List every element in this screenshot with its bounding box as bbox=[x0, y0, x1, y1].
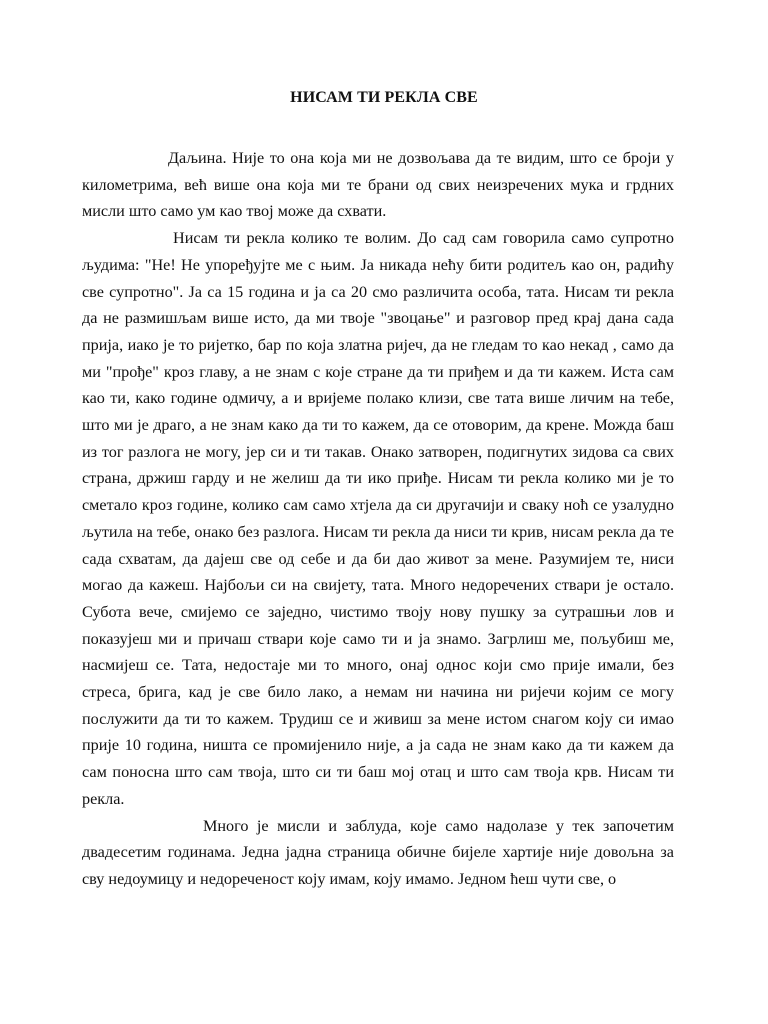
document-body bbox=[82, 145, 674, 893]
paragraph-1: Даљина. Није то она која ми не дозвољава да те видим, што се броји у километрима, већ више она која ми те брани од свих неизречених мука и грдних мисли што само ум као твој може да схвати. bbox=[82, 149, 674, 221]
document-title: НИСАМ ТИ РЕКЛА СВЕ bbox=[290, 89, 478, 106]
paragraph-2: Нисам ти рекла колико те волим. До сад сам говорила само супротно људима: "Не! Не упоређујте ме с њим. Ја никада нећу бити родитељ као он, радићу све супротно". Ја са 15 година и ја са 20 смо различита особа, тата. Нисам ти рекла да не размишљам више исто, да ми твоје "звоцање" и разговор пред крај дана сада прија, иако је то ријетко, бар по која златна ријеч, да не гледам то као некад , само да ми "прође" кроз главу, а не знам с које стране да ти приђем и да ти кажем. Иста сам као ти, како године одмичу, а и вријеме полако клизи, све тата више личим на тебе, што ми је драго, а не знам како да ти то кажем, да се отоворим, да крене. Можда баш из тог разлога не могу, јер си и ти такав. Онако затворен, подигнутих зидова са свих страна, држиш гарду и не желиш да ти ико приђе. Нисам ти рекла колико ми је то сметало кроз године, колико сам само хтјела да си другачији и сваку ноћ се узалудно љутила на тебе, онако без разлога. Нисам ти рекла да ниси ти крив, нисам рекла да те сада схватам, да дајеш све од себе и да би дао живот за мене. Разумијем те, ниси могао да кажеш. Најбољи си на свијету, тата. Много недоречених ствари је остало. Субота вече, смијемо се заједно, чистимо твоју нову пушку за сутрашњи лов и показујеш ми и причаш ствари које само ти и ја знамо. Загрлиш ме, пољубиш ме, насмијеш се. Тата, недостаје ми то много, онај однос који смо прије имали, без стреса, брига, кад је све било лако, а немам ни начина ни ријечи којим се могу послужити да ти то кажем. Трудиш се и живиш за мене истом снагом коју си имао прије 10 година, ништа се промијенило није, а ја сада не знам како да ти кажем да сам поносна што сам твоја, што си ти баш мој отац и што сам твоја крв. Нисам ти рекла. bbox=[82, 229, 674, 808]
paragraph-3: Много је мисли и заблуда, које само надолазе у тек започетим двадесетим годинама. Једна јадна страница обичне бијеле хартије није довољна за сву недоумицу и недореченост коју имам, коју имамо. Једном ћеш чути све, о bbox=[82, 816, 674, 888]
